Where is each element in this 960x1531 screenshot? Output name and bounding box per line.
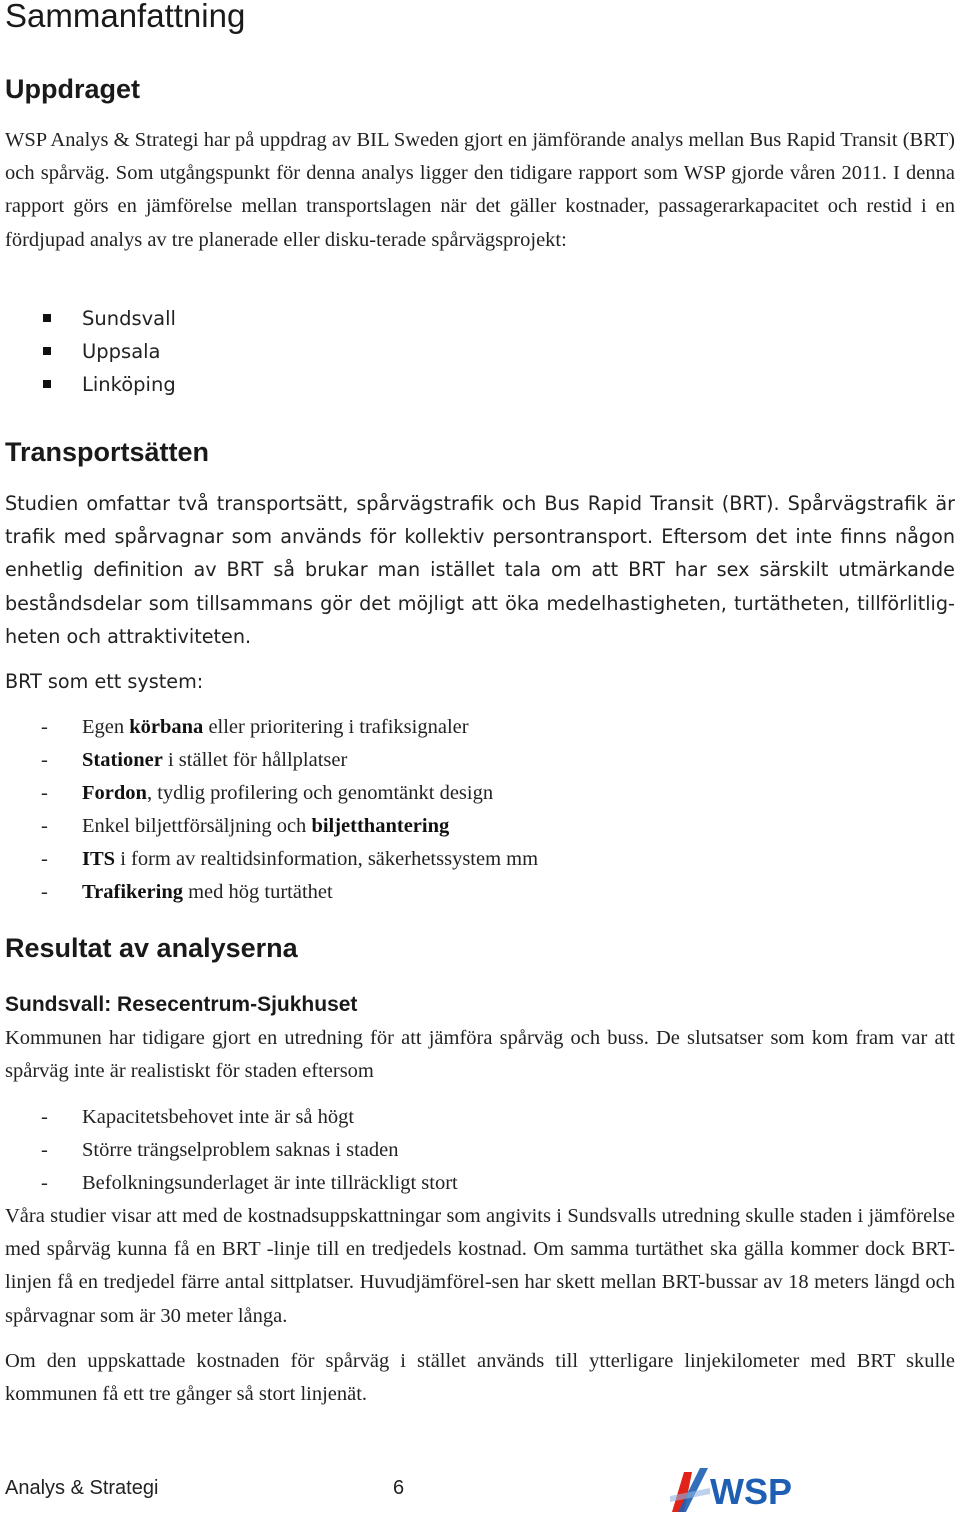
list-item: - Stationer i stället för hållplatser — [41, 749, 348, 771]
list-item: - Större trängselproblem saknas i staden — [41, 1139, 399, 1161]
list-item: - ITS i form av realtidsinformation, säkerhetssystem mm — [41, 848, 539, 870]
brt-system-list — [5, 711, 705, 909]
subheading-sundsvall: Sundsvall: Resecentrum-Sjukhuset — [5, 993, 358, 1016]
brt-system-intro: BRT som ett system: — [5, 670, 204, 693]
paragraph-uppdraget: WSP Analys & Strategi har på uppdrag av BIL Sweden gjort en jämförande analys mellan Bus Rapid Transit (BRT) och spårväg. Som utgångspunkt för denna analys ligger den tidigare rapport som WSP gjorde våren 2011. I denna rapport görs en jämförelse mellan transportslagen när det gäller kostnader, passagerarkapacitet och restid i en fördjupad analys av tre planerade eller disku-terade spårvägsprojekt: — [5, 129, 955, 251]
paragraph-sundsvall-3: Om den uppskattade kostnaden för spårväg i stället används till ytterligare linjekilometer med BRT skulle kommunen få ett tre gånger så stort linjenät. — [5, 1350, 955, 1406]
heading-transportsatten: Transportsätten — [5, 437, 210, 467]
wsp-logo — [670, 1466, 802, 1516]
page-number: 6 — [393, 1477, 405, 1499]
footer-department: Analys & Strategi — [5, 1477, 159, 1499]
logo-text: WSP — [710, 1471, 793, 1512]
list-item: Sundsvall — [5, 302, 405, 335]
paragraph-transportsatten: Studien omfattar två transportsätt, spårvägstrafik och Bus Rapid Transit (BRT). Spårvägstrafik är trafik med spårvagnar som används för kollektiv persontransport. Eftersom det inte finns någon enhetlig definition av BRT så brukar man istället tala om att BRT har sex särskilt utmärkande beståndsdelar som tillsammans gör det möjligt att öka medelhastigheten, turtätheten, tillförlitlig-heten och attraktiviteten. — [5, 492, 955, 648]
paragraph-sundsvall-1: Kommunen har tidigare gjort en utredning för att jämföra spårväg och buss. De slutsatser som kom fram var att spårväg inte är realistiskt för staden eftersom — [5, 1027, 955, 1083]
page-title: Sammanfattning — [5, 0, 246, 34]
list-item: Linköping — [5, 368, 405, 401]
heading-resultat: Resultat av analyserna — [5, 933, 298, 963]
list-item: - Befolkningsunderlaget är inte tillräckligt stort — [41, 1172, 458, 1194]
list-item: - Fordon, tydlig profilering och genomtänkt design — [41, 782, 494, 804]
list-item: - Egen körbana eller prioritering i trafiksignaler — [41, 716, 469, 738]
paragraph-sundsvall-2: Våra studier visar att med de kostnadsuppskattningar som angivits i Sundsvalls utredning skulle staden i jämförelse med spårväg kunna få en BRT -linje till en tredjedels kostnad. Om samma turtäthet ska gälla kommer dock BRT-linjen få en tredjedel färre antal sittplatser. Huvudjämförel-sen har skett mellan BRT-bussar av 18 meters längd och spårvagnar som är 30 meter långa. — [5, 1205, 955, 1327]
list-item: Uppsala — [5, 335, 405, 368]
heading-uppdraget: Uppdraget — [5, 74, 140, 104]
city-list — [5, 302, 405, 401]
list-item: - Kapacitetsbehovet inte är så högt — [41, 1106, 355, 1128]
list-item: - Enkel biljettförsäljning och biljetthantering — [41, 815, 450, 837]
list-item: - Trafikering med hög turtäthet — [41, 881, 333, 903]
sundsvall-reasons-list — [5, 1101, 705, 1200]
